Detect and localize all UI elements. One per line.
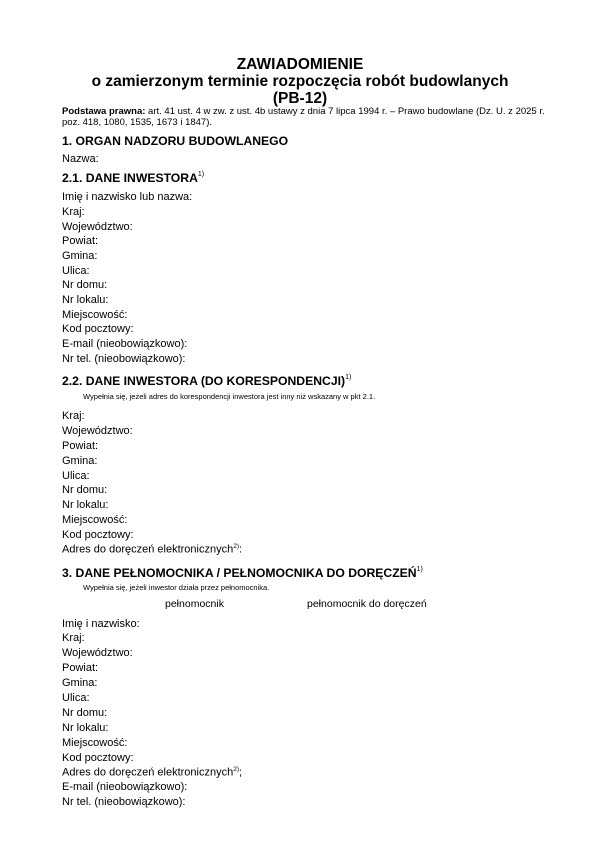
field-label: Kod pocztowy: — [62, 323, 134, 335]
field-label: Nr domu: — [62, 484, 108, 496]
section-3-heading — [62, 566, 423, 580]
field-label-name: Nazwa: — [62, 153, 99, 165]
section-2-2-title: 2.2. DANE INWESTORA (DO KORESPONDENCJI) — [62, 374, 346, 388]
footnote-2-marker: 2) — [233, 543, 239, 550]
field-label: Kod pocztowy: — [62, 752, 134, 764]
footnote-1-marker: 1) — [197, 170, 205, 178]
field-label: Nr domu: — [62, 279, 108, 291]
field-label: Gmina: — [62, 250, 98, 262]
section-3-title: 3. DANE PEŁNOMOCNIKA / PEŁNOMOCNIKA DO DORĘCZEŃ — [62, 566, 417, 580]
field-label: Kraj: — [62, 632, 85, 644]
legal-basis — [62, 106, 552, 128]
option-proxy[interactable]: pełnomocnik — [165, 598, 224, 610]
form-title: ZAWIADOMIENIE — [236, 56, 364, 73]
field-label: Gmina: — [62, 455, 98, 467]
field-label: Powiat: — [62, 440, 99, 452]
section-3-note: Wypełnia się, jeżeli inwestor działa przez pełnomocnika. — [83, 583, 270, 592]
field-label: Nr domu: — [62, 707, 108, 719]
field-label: Nr lokalu: — [62, 499, 109, 511]
form-code: (PB-12) — [272, 90, 328, 107]
field-label-edelivery: Adres do doręczeń elektronicznych$^{2)}$: — [62, 543, 243, 556]
field-label: Nr lokalu: — [62, 722, 109, 734]
legal-basis-text: art. 41 ust. 4 w zw. z ust. 4b ustawy z dnia 7 lipca 1994 r. – Prawo budowlane (Dz. U. z 2025 r. poz. 418, 1080, 1535, 1673 i 1847). — [62, 106, 545, 128]
field-label: Imię i nazwisko: — [62, 618, 140, 630]
field-label: Powiat: — [62, 235, 99, 247]
field-label: Kraj: — [62, 206, 85, 218]
field-label: E-mail (nieobowiązkowo): — [62, 338, 188, 350]
legal-basis-label: Podstawa prawna: — [62, 106, 146, 117]
form-subtitle: o zamierzonym terminie rozpoczęcia robót budowlanych — [91, 73, 509, 90]
field-label: Miejscowość: — [62, 514, 128, 526]
field-label: Kod pocztowy: — [62, 529, 134, 541]
section-2-2-note: Wypełnia się, jeżeli adres do korespondencji inwestora jest inny niż wskazany w pkt 2.1. — [83, 392, 376, 401]
footnote-2-marker: 2) — [233, 766, 239, 773]
field-label: Gmina: — [62, 677, 98, 689]
option-proxy-for-delivery[interactable]: pełnomocnik do doręczeń — [307, 598, 427, 610]
field-label: Województwo: — [62, 221, 133, 233]
field-label: E-mail (nieobowiązkowo): — [62, 781, 188, 793]
field-label: Ulica: — [62, 470, 90, 482]
section-2-1-heading — [62, 171, 204, 185]
field-label: Miejscowość: — [62, 309, 128, 321]
section-1-heading: 1. ORGAN NADZORU BUDOWLANEGO — [62, 134, 289, 148]
field-label: Nr lokalu: — [62, 294, 109, 306]
field-label: Kraj: — [62, 410, 85, 422]
field-label: Ulica: — [62, 265, 90, 277]
footnote-1-marker: 1) — [345, 373, 352, 381]
field-label: Ulica: — [62, 692, 90, 704]
footnote-1-marker: 1) — [416, 565, 423, 573]
section-2-1-title: 2.1. DANE INWESTORA — [62, 171, 198, 185]
field-label: Nr tel. (nieobowiązkowo): — [62, 353, 186, 365]
field-label: Powiat: — [62, 662, 99, 674]
section-2-2-heading — [62, 374, 351, 388]
field-label: Województwo: — [62, 647, 133, 659]
field-label: Województwo: — [62, 425, 133, 437]
field-label: Miejscowość: — [62, 737, 128, 749]
field-label: Imię i nazwisko lub nazwa: — [62, 191, 193, 203]
field-label-edelivery: Adres do doręczeń elektronicznych$^{2)}$; — [62, 766, 243, 779]
field-label: Nr tel. (nieobowiązkowo): — [62, 796, 186, 808]
